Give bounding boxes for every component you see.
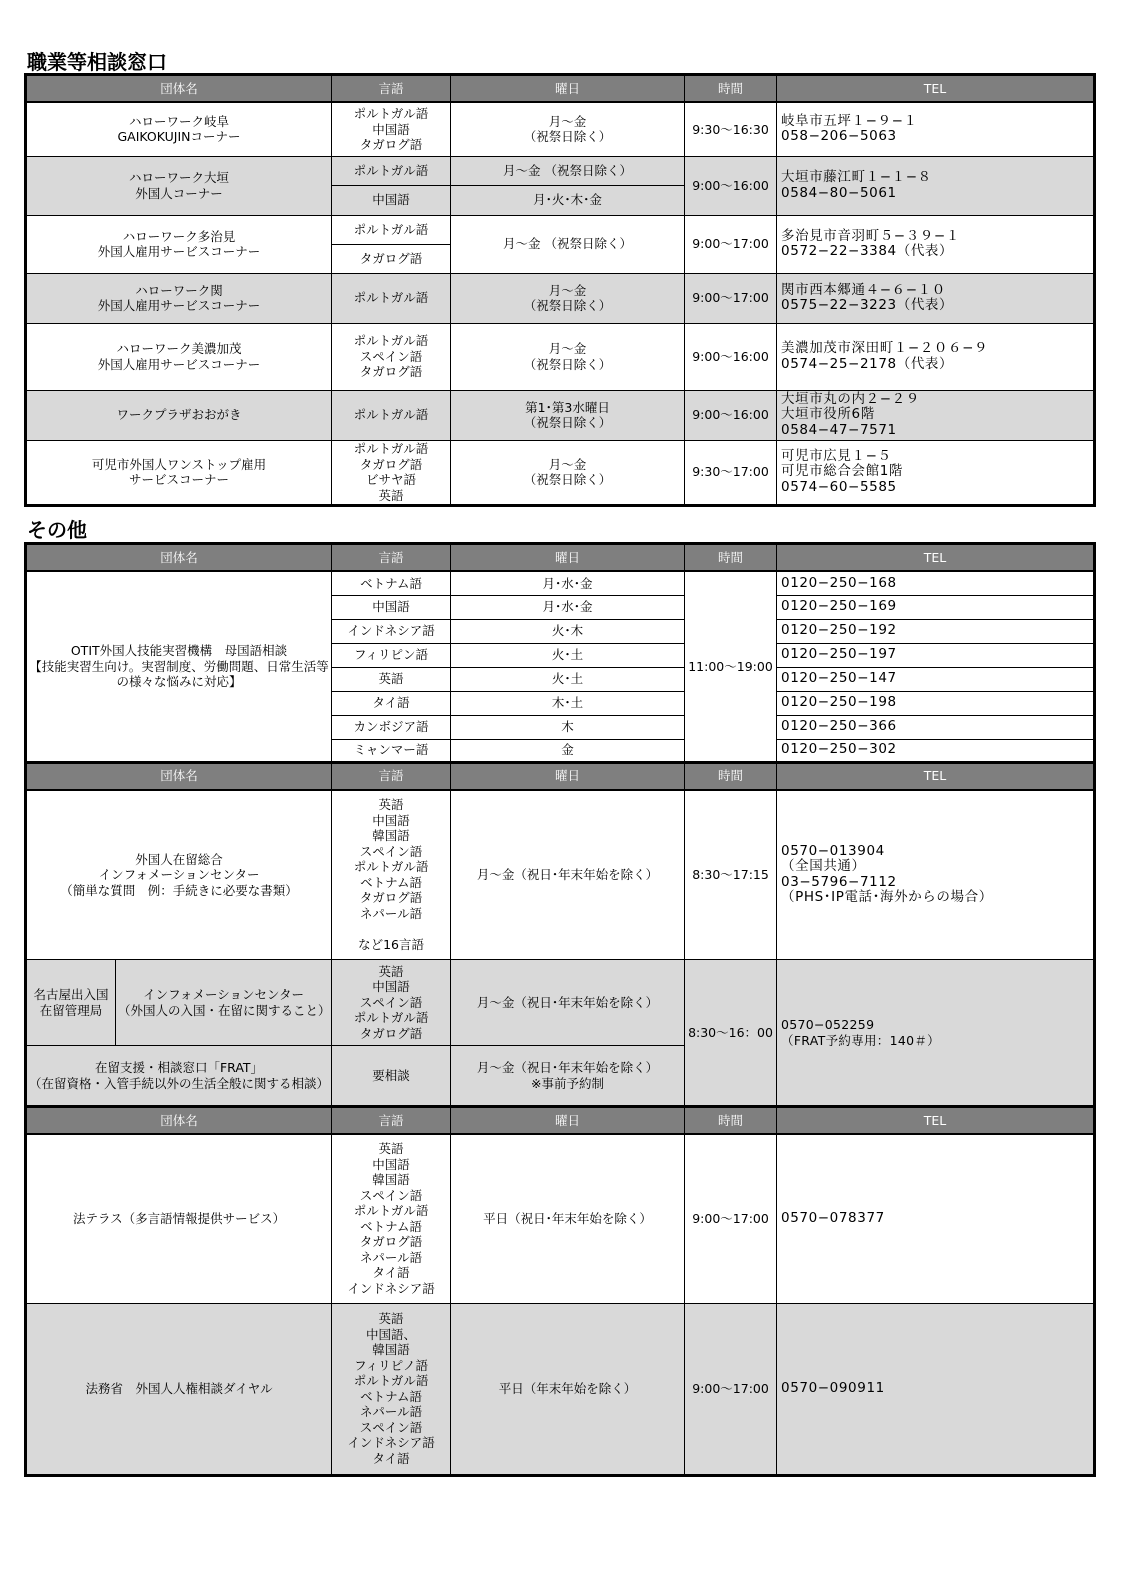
days: 月～金（祝日･年末年始を除く） xyxy=(451,960,685,1046)
hours: 9:00～17:00 xyxy=(685,1134,777,1303)
table-row xyxy=(26,156,1095,185)
languages: ミャンマー語 xyxy=(332,739,451,762)
tel: 0570−013904 （全国共通） 03−5796−7112 （PHS･IP電話･海外からの場合） xyxy=(777,790,1095,960)
languages: ベトナム語 xyxy=(332,571,451,595)
table-row xyxy=(26,571,1095,595)
tel: 0120−250−169 xyxy=(777,595,1095,619)
languages: ポルトガル語 xyxy=(332,156,451,185)
header-time: 時間 xyxy=(685,544,777,572)
header-days: 曜日 xyxy=(451,762,685,790)
days: 月～金 （祝祭日除く） xyxy=(451,273,685,323)
hours: 9:00～16:00 xyxy=(685,323,777,390)
languages: 英語 中国語、 韓国語 フィリピノ語 ポルトガル語 ベトナム語 ネパール語 スペイン語 インドネシア語 タイ語 xyxy=(332,1303,451,1475)
header-tel: TEL xyxy=(777,1107,1095,1135)
days: 月･水･金 xyxy=(451,595,685,619)
org-name: ワークプラザおおがき xyxy=(26,390,332,440)
days: 月･火･木･金 xyxy=(451,185,685,215)
tel: 関市西本郷通４−６−１０ 0575−22−3223（代表） xyxy=(777,273,1095,323)
languages: ポルトガル語 中国語 タガログ語 xyxy=(332,102,451,156)
table-row xyxy=(26,390,1095,440)
hours: 9:00～16:00 xyxy=(685,156,777,215)
tel: 可児市広見１−５ 可児市総合会館1階 0574−60−5585 xyxy=(777,440,1095,505)
languages: 英語 中国語 韓国語 スペイン語 ポルトガル語 ベトナム語 タガログ語 ネパール語 タイ語 インドネシア語 xyxy=(332,1134,451,1303)
days: 月～金（祝日･年末年始を除く） ※事前予約制 xyxy=(451,1046,685,1107)
days: 月～金 （祝祭日除く） xyxy=(451,440,685,505)
table-header-row xyxy=(26,1107,1095,1135)
org-name: ハローワーク大垣 外国人コーナー xyxy=(26,156,332,215)
tel: 0120−250−198 xyxy=(777,691,1095,715)
header-lang: 言語 xyxy=(332,75,451,103)
days: 火･木 xyxy=(451,619,685,643)
header-days: 曜日 xyxy=(451,75,685,103)
table-row xyxy=(26,1134,1095,1303)
table-row xyxy=(26,960,1095,1046)
org-name: ハローワーク美濃加茂 外国人雇用サービスコーナー xyxy=(26,323,332,390)
table-header-row xyxy=(26,75,1095,103)
header-tel: TEL xyxy=(777,75,1095,103)
header-org: 団体名 xyxy=(26,762,332,790)
languages: ポルトガル語 xyxy=(332,273,451,323)
languages: 中国語 xyxy=(332,595,451,619)
languages: タガログ語 xyxy=(332,244,451,273)
languages: 英語 中国語 韓国語 スペイン語 ポルトガル語 ベトナム語 タガログ語 ネパール語 など16言語 xyxy=(332,790,451,960)
tel: 0570−078377 xyxy=(777,1134,1095,1303)
days: 月～金（祝日･年末年始を除く） xyxy=(451,790,685,960)
days: 月～金 （祝祭日除く） xyxy=(451,323,685,390)
tel: 0120−250−366 xyxy=(777,715,1095,739)
other-consultation-table xyxy=(24,542,1096,1477)
tel: 多治見市音羽町５−３９−１ 0572−22−3384（代表） xyxy=(777,215,1095,273)
header-tel: TEL xyxy=(777,544,1095,572)
days: 第1･第3水曜日 （祝祭日除く） xyxy=(451,390,685,440)
languages: フィリピン語 xyxy=(332,643,451,667)
tel: 大垣市丸の内２−２９ 大垣市役所6階 0584−47−7571 xyxy=(777,390,1095,440)
houterasu-org-name: 法テラス（多言語情報提供サービス） xyxy=(26,1134,332,1303)
days: 月～金 （祝祭日除く） xyxy=(451,156,685,185)
days: 木 xyxy=(451,715,685,739)
table-row xyxy=(26,102,1095,156)
hours: 9:00～17:00 xyxy=(685,215,777,273)
frat-org-name: 在留支援・相談窓口「FRAT」 （在留資格・入管手続以外の生活全般に関する相談） xyxy=(26,1046,332,1107)
org-name: 可児市外国人ワンストップ雇用 サービスコーナー xyxy=(26,440,332,505)
days: 平日（年末年始を除く） xyxy=(451,1303,685,1475)
org-name: ハローワーク関 外国人雇用サービスコーナー xyxy=(26,273,332,323)
hours: 9:30～16:30 xyxy=(685,102,777,156)
languages: 要相談 xyxy=(332,1046,451,1107)
header-org: 団体名 xyxy=(26,544,332,572)
languages: ポルトガル語 スペイン語 タガログ語 xyxy=(332,323,451,390)
header-org: 団体名 xyxy=(26,75,332,103)
header-time: 時間 xyxy=(685,75,777,103)
languages: 英語 中国語 スペイン語 ポルトガル語 タガログ語 xyxy=(332,960,451,1046)
header-days: 曜日 xyxy=(451,1107,685,1135)
nagoya-info-center-name: インフォメーションセンター （外国人の入国・在留に関すること） xyxy=(116,960,332,1046)
header-tel: TEL xyxy=(777,762,1095,790)
languages: インドネシア語 xyxy=(332,619,451,643)
info-center-org-name: 外国人在留総合 インフォメーションセンター （簡単な質問 例：手続きに必要な書類） xyxy=(26,790,332,960)
tel: 0120−250−192 xyxy=(777,619,1095,643)
days: 火･土 xyxy=(451,667,685,691)
tel: 0570−052259 （FRAT予約専用：140＃） xyxy=(777,960,1095,1107)
table-row xyxy=(26,440,1095,505)
hours: 9:00～17:00 xyxy=(685,273,777,323)
hours: 8:30～17:15 xyxy=(685,790,777,960)
tel: 0120−250−197 xyxy=(777,643,1095,667)
days: 平日（祝日･年末年始を除く） xyxy=(451,1134,685,1303)
section2-title: その他 xyxy=(27,518,87,542)
header-org: 団体名 xyxy=(26,1107,332,1135)
days: 火･土 xyxy=(451,643,685,667)
table-row xyxy=(26,273,1095,323)
otit-org-name: OTIT外国人技能実習機構 母国語相談 【技能実習生向け。実習制度、労働問題、日常生活等の様々な悩みに対応】 xyxy=(26,571,332,762)
hours: 9:00～16:00 xyxy=(685,390,777,440)
org-name: ハローワーク岐阜 GAIKOKUJINコーナー xyxy=(26,102,332,156)
table-row xyxy=(26,323,1095,390)
table-row xyxy=(26,790,1095,960)
table-header-row xyxy=(26,544,1095,572)
hours: 9:30～17:00 xyxy=(685,440,777,505)
days: 月･水･金 xyxy=(451,571,685,595)
header-lang: 言語 xyxy=(332,762,451,790)
tel: 岐阜市五坪１−９−１ 058−206−5063 xyxy=(777,102,1095,156)
table-row xyxy=(26,1303,1095,1475)
languages: ポルトガル語 タガログ語 ビサヤ語 英語 xyxy=(332,440,451,505)
languages: 英語 xyxy=(332,667,451,691)
days: 月～金 （祝祭日除く） xyxy=(451,102,685,156)
tel: 美濃加茂市深田町１−２０６−９ 0574−25−2178（代表） xyxy=(777,323,1095,390)
hours: 9:00～17:00 xyxy=(685,1303,777,1475)
header-days: 曜日 xyxy=(451,544,685,572)
header-time: 時間 xyxy=(685,1107,777,1135)
moj-org-name: 法務省 外国人人権相談ダイヤル xyxy=(26,1303,332,1475)
header-lang: 言語 xyxy=(332,1107,451,1135)
days: 木･土 xyxy=(451,691,685,715)
days: 月～金 （祝祭日除く） xyxy=(451,215,685,273)
hours: 8:30～16：00 xyxy=(685,960,777,1107)
days: 金 xyxy=(451,739,685,762)
table-header-row xyxy=(26,762,1095,790)
tel: 0120−250−168 xyxy=(777,571,1095,595)
header-time: 時間 xyxy=(685,762,777,790)
languages: カンボジア語 xyxy=(332,715,451,739)
languages: ポルトガル語 xyxy=(332,390,451,440)
tel: 0120−250−147 xyxy=(777,667,1095,691)
languages: 中国語 xyxy=(332,185,451,215)
tel: 0570−090911 xyxy=(777,1303,1095,1475)
languages: ポルトガル語 xyxy=(332,215,451,244)
job-consultation-table xyxy=(24,73,1096,507)
tel: 大垣市藤江町１−１−８ 0584−80−5061 xyxy=(777,156,1095,215)
section1-title: 職業等相談窓口 xyxy=(27,50,167,74)
org-name: ハローワーク多治見 外国人雇用サービスコーナー xyxy=(26,215,332,273)
languages: タイ語 xyxy=(332,691,451,715)
tel: 0120−250−302 xyxy=(777,739,1095,762)
header-lang: 言語 xyxy=(332,544,451,572)
nagoya-bureau-name: 名古屋出入国 在留管理局 xyxy=(26,960,116,1046)
hours: 11:00～19:00 xyxy=(685,571,777,762)
table-row xyxy=(26,215,1095,244)
